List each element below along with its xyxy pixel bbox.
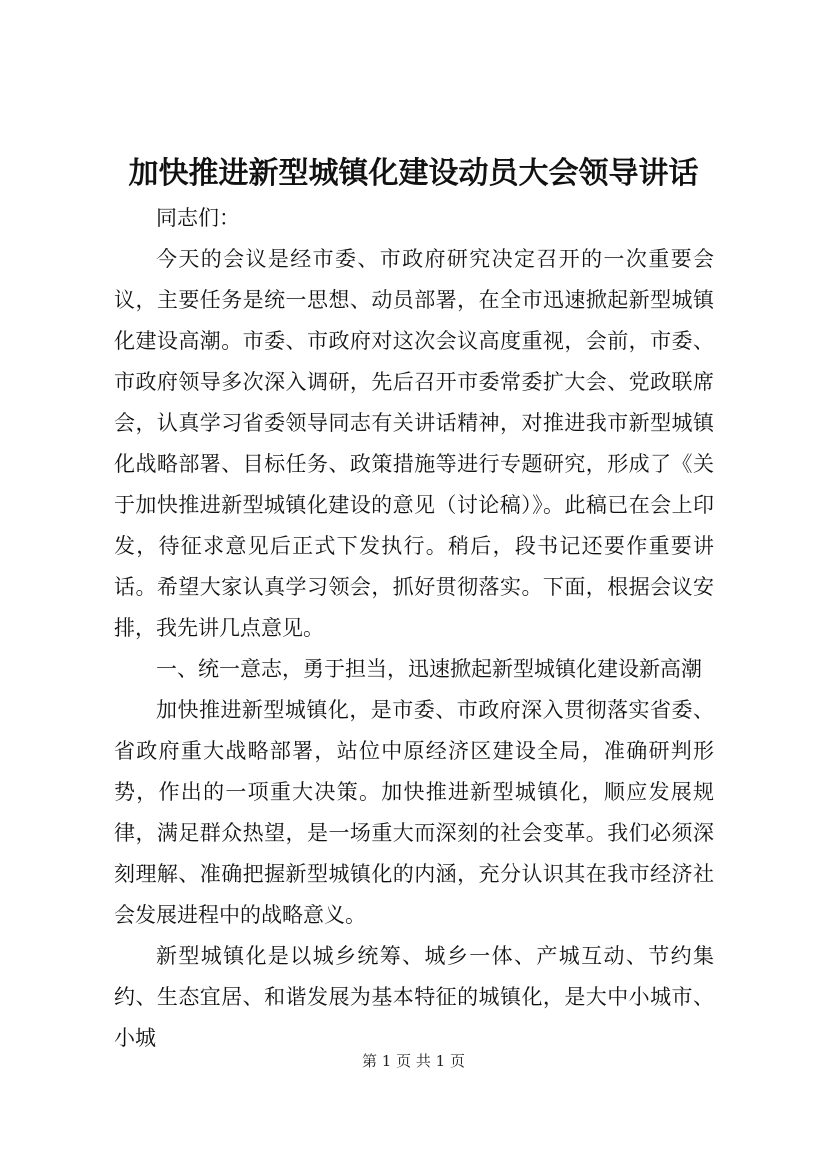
document-body: [114, 198, 714, 1059]
body-paragraph: 今天的会议是经市委、市政府研究决定召开的一次重要会议，主要任务是统一思想、动员部署，在全市迅速掀起新型城镇化建设高潮。市委、市政府对这次会议高度重视，会前，市委、市政府领导多次深入调研，先后召开市委常委扩大会、党政联席会，认真学习省委领导同志有关讲话精神，对推进我市新型城镇化战略部署、目标任务、政策措施等进行专题研究，形成了《关于加快推进新型城镇化建设的意见（讨论稿）》。此稿已在会上印发，待征求意见后正式下发执行。稍后，段书记还要作重要讲话。希望大家认真学习领会，抓好贯彻落实。下面，根据会议安排，我先讲几点意见。: [114, 247, 714, 640]
body-paragraph: 新型城镇化是以城乡统筹、城乡一体、产城互动、节约集约、生态宜居、和谐发展为基本特征的城镇化，是大中小城市、小城: [114, 944, 714, 1050]
section-heading: 一、统一意志，勇于担当，迅速掀起新型城镇化建设新高潮: [156, 657, 702, 681]
salutation-paragraph: 同志们：: [156, 206, 240, 230]
page-number-footer: 第 1 页 共 1 页: [362, 1052, 465, 1070]
document-title: 加快推进新型城镇化建设动员大会领导讲话: [128, 156, 699, 191]
body-paragraph: 加快推进新型城镇化，是市委、市政府深入贯彻落实省委、省政府重大战略部署，站位中原经济区建设全局，准确研判形势，作出的一项重大决策。加快推进新型城镇化，顺应发展规律，满足群众热望，是一场重大而深刻的社会变革。我们必须深刻理解、准确把握新型城镇化的内涵，充分认识其在我市经济社会发展进程中的战略意义。: [114, 698, 714, 927]
